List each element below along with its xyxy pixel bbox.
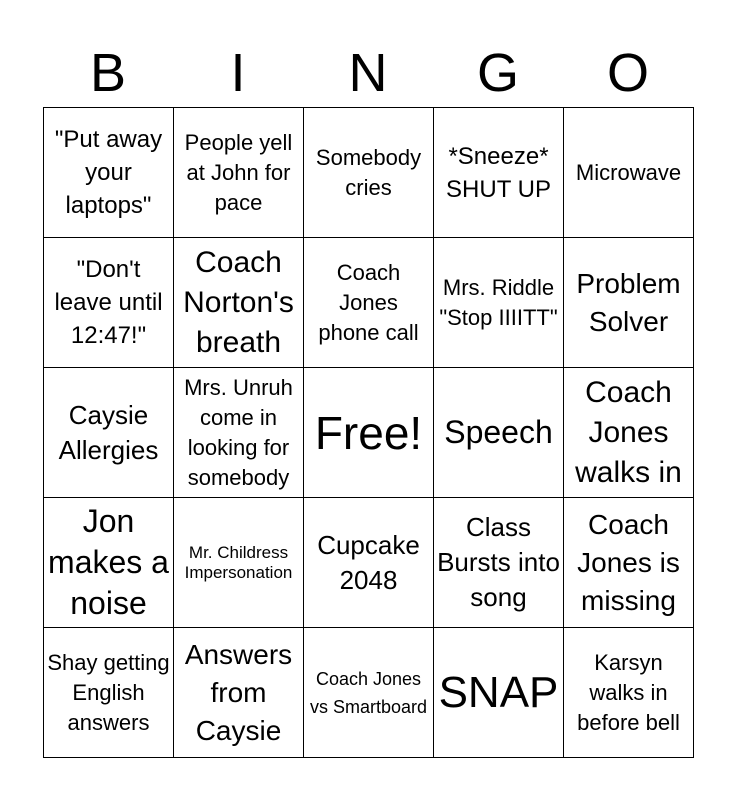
board-row bbox=[44, 498, 694, 628]
bingo-cell[interactable] bbox=[564, 238, 694, 368]
cell-text: Somebody cries bbox=[315, 144, 422, 200]
bingo-cell[interactable] bbox=[564, 628, 694, 758]
free-space-text: Free! bbox=[314, 406, 423, 459]
bingo-cell[interactable] bbox=[434, 108, 564, 238]
bingo-cell[interactable] bbox=[174, 498, 304, 628]
bingo-cell[interactable] bbox=[434, 628, 564, 758]
bingo-cell[interactable] bbox=[564, 108, 694, 238]
cell-text: Answers from Caysie bbox=[184, 638, 293, 746]
cell-text: Coach Jones phone call bbox=[318, 259, 419, 345]
bingo-cell[interactable] bbox=[44, 238, 174, 368]
cell-text: Microwave bbox=[575, 159, 682, 185]
cell-text: Coach Jones is missing bbox=[577, 508, 680, 616]
bingo-cell[interactable] bbox=[304, 108, 434, 238]
bingo-header bbox=[43, 40, 693, 106]
board-row bbox=[44, 368, 694, 498]
cell-text: Mrs. Riddle "Stop IIIITT" bbox=[439, 274, 558, 330]
cell-text: *Sneeze* SHUT UP bbox=[446, 142, 551, 203]
bingo-cell[interactable] bbox=[174, 238, 304, 368]
cell-text: People yell at John for pace bbox=[184, 129, 293, 215]
bingo-cell[interactable] bbox=[434, 368, 564, 498]
bingo-cell[interactable] bbox=[174, 628, 304, 758]
cell-text: Speech bbox=[444, 414, 553, 450]
header-letter-o: O bbox=[606, 43, 649, 103]
header-letter-g: G bbox=[476, 43, 519, 103]
bingo-cell[interactable] bbox=[564, 368, 694, 498]
bingo-cell[interactable] bbox=[44, 108, 174, 238]
bingo-cell[interactable] bbox=[434, 498, 564, 628]
cell-text: Class Bursts into song bbox=[437, 512, 560, 612]
bingo-cell[interactable] bbox=[44, 368, 174, 498]
free-space-cell[interactable] bbox=[304, 368, 434, 498]
bingo-cell[interactable] bbox=[174, 368, 304, 498]
cell-text: Karsyn walks in before bell bbox=[577, 649, 680, 735]
cell-text: Caysie Allergies bbox=[58, 399, 159, 465]
cell-text: Coach Jones walks in bbox=[575, 375, 682, 489]
cell-text: Coach Jones vs Smartboard bbox=[309, 668, 428, 717]
bingo-cell[interactable] bbox=[44, 498, 174, 628]
bingo-cell[interactable] bbox=[434, 238, 564, 368]
bingo-cell[interactable] bbox=[44, 628, 174, 758]
cell-text: "Put away your laptops" bbox=[54, 126, 163, 219]
header-letter-i: I bbox=[230, 43, 246, 103]
cell-text: Jon makes a noise bbox=[48, 503, 169, 621]
cell-text: Coach Norton's breath bbox=[183, 245, 294, 359]
bingo-cell[interactable] bbox=[174, 108, 304, 238]
bingo-cell[interactable] bbox=[564, 498, 694, 628]
cell-text: Shay getting English answers bbox=[47, 649, 170, 735]
header-letter-b: B bbox=[89, 43, 127, 103]
bingo-cell[interactable] bbox=[304, 238, 434, 368]
board-row bbox=[44, 238, 694, 368]
bingo-cell[interactable] bbox=[304, 628, 434, 758]
board-row bbox=[44, 628, 694, 758]
bingo-board bbox=[43, 107, 694, 758]
cell-text: Problem Solver bbox=[576, 267, 681, 337]
cell-text: Mr. Childress Impersonation bbox=[184, 542, 293, 582]
cell-text: SNAP bbox=[438, 667, 559, 717]
header-letter-n: N bbox=[348, 43, 388, 103]
bingo-cell[interactable] bbox=[304, 498, 434, 628]
cell-text: Mrs. Unruh come in looking for somebody bbox=[184, 374, 293, 490]
cell-text: "Don't leave until 12:47!" bbox=[54, 256, 163, 349]
board-row bbox=[44, 108, 694, 238]
cell-text: Cupcake 2048 bbox=[317, 529, 420, 595]
